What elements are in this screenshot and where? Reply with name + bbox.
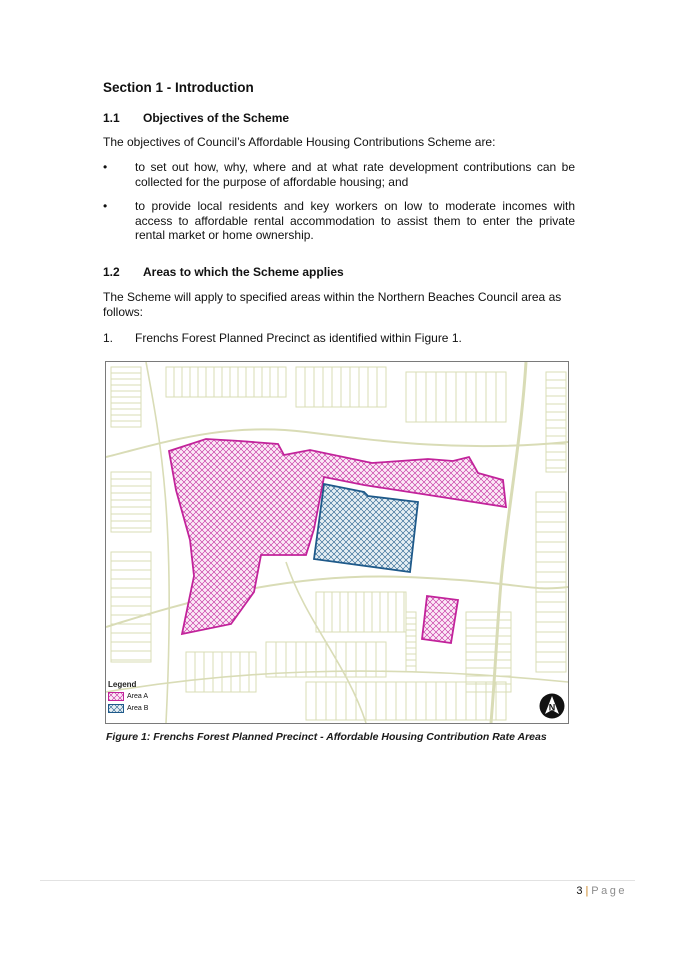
bullet-item [103,160,575,189]
page-number [576,885,627,897]
bullet-text: to provide local residents and key workers on low to moderate incomes with access to affordable rental accommodation to assist them to enter the private rental market or home ownership. [135,199,575,242]
north-label: N [548,702,556,713]
map-legend [108,680,178,713]
area-a-swatch-icon [108,692,124,701]
subsection-1-2-number: 1.2 [103,265,120,279]
precinct-map [105,361,569,724]
subsection-1-2-heading [103,265,344,279]
area-a-small [422,596,458,643]
bullet-icon: • [103,199,108,213]
bullet-item [103,199,575,243]
page-number-separator: | [585,885,589,897]
page-number-word: Page [591,885,627,897]
legend-label-area-b: Area B [127,705,149,712]
map-graphic [106,362,568,723]
area-b [314,484,418,572]
subsection-1-2-title: Areas to which the Scheme applies [143,265,344,279]
areas-intro: The Scheme will apply to specified areas within the Northern Beaches Council area as follows: [103,290,562,319]
section-title: Section 1 - Introduction [103,80,254,95]
subsection-1-1-number: 1.1 [103,111,120,125]
objectives-intro: The objectives of Council’s Affordable Housing Contributions Scheme are: [103,135,496,149]
numbered-item-number: 1. [103,331,114,345]
page-number-value: 3 [576,885,583,897]
subsection-1-1-heading [103,111,289,125]
legend-label-area-a: Area A [127,693,149,700]
bullet-text: to set out how, why, where and at what rate development contributions can be collected for the purpose of affordable housing; and [135,160,575,189]
north-arrow-icon [539,693,565,719]
subsection-1-1-title: Objectives of the Scheme [143,111,290,125]
bullet-icon: • [103,160,108,174]
figure-caption: Figure 1: Frenchs Forest Planned Precinct - Affordable Housing Contribution Rate Areas [106,731,547,743]
numbered-item [103,331,462,345]
legend-item-area-a [108,692,178,701]
numbered-item-text: Frenchs Forest Planned Precinct as identified within Figure 1. [135,331,462,345]
legend-item-area-b [108,704,178,713]
footer-divider [40,880,635,881]
legend-title: Legend [108,680,137,689]
area-b-swatch-icon [108,704,124,713]
